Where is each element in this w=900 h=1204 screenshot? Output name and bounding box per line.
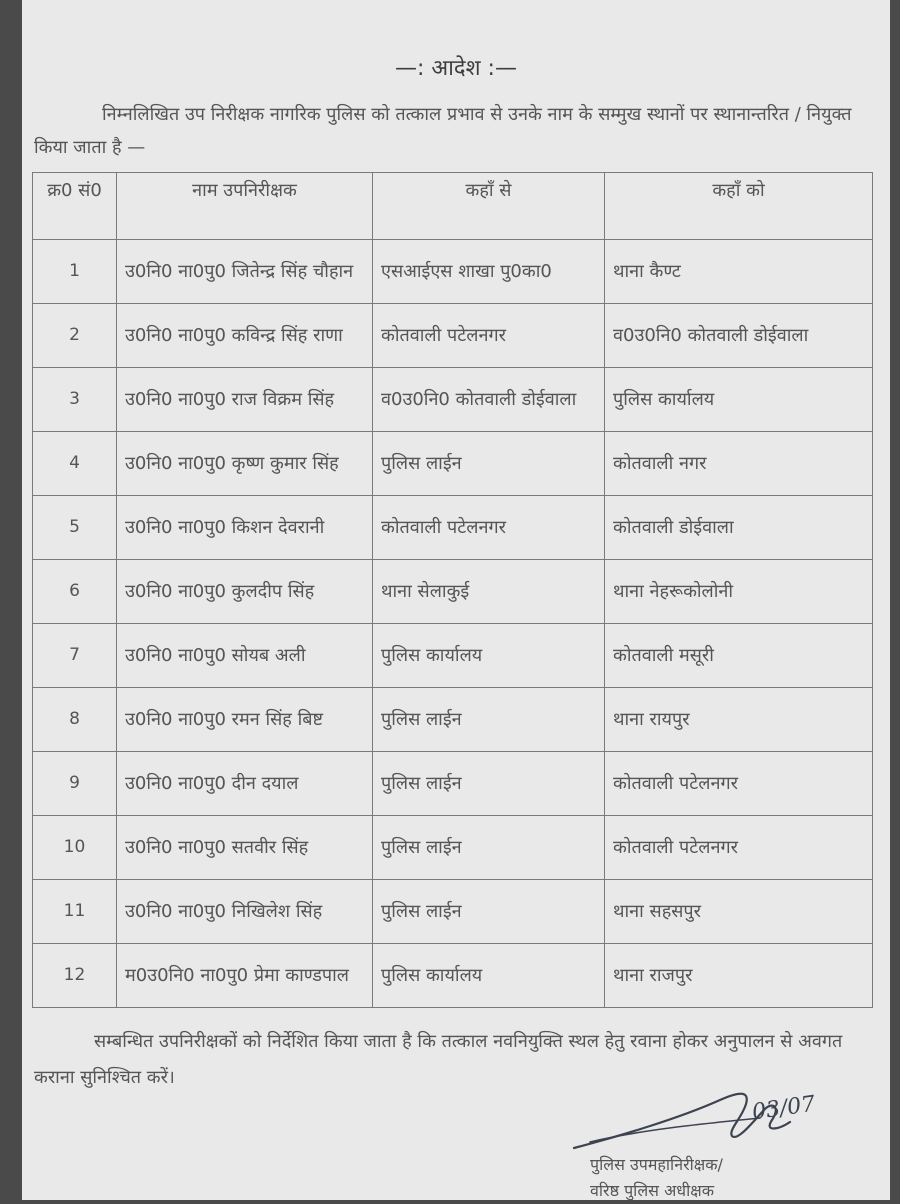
row-sno: 9	[33, 752, 117, 816]
closing-instruction: सम्बन्धित उपनिरीक्षकों को निर्देशित किया जाता है कि तत्काल नवनियुक्ति स्थल हेतु रवाना होकर अनुपालन से अवगत कराना सुनिश्चित करें।	[34, 1031, 843, 1088]
row-to: कोतवाली नगर	[605, 432, 873, 496]
table-row	[33, 304, 873, 368]
row-sno: 8	[33, 688, 117, 752]
row-to: पुलिस कार्यालय	[605, 368, 873, 432]
handwritten-signature	[560, 1078, 850, 1158]
row-name: उ0नि0 ना0पु0 रमन सिंह बिष्ट	[117, 688, 373, 752]
table-row	[33, 368, 873, 432]
table-row	[33, 560, 873, 624]
table-row	[33, 240, 873, 304]
table-row	[33, 496, 873, 560]
row-from: पुलिस लाईन	[373, 880, 605, 944]
table-row	[33, 880, 873, 944]
row-name: उ0नि0 ना0पु0 कुलदीप सिंह	[117, 560, 373, 624]
table-row	[33, 944, 873, 1008]
header-to: कहाँ को	[605, 173, 873, 240]
row-name: म0उ0नि0 ना0पु0 प्रेमा काण्डपाल	[117, 944, 373, 1008]
header-from: कहाँ से	[373, 173, 605, 240]
header-sno: क्र0 सं0	[33, 173, 117, 240]
row-to: थाना राजपुर	[605, 944, 873, 1008]
row-from: व0उ0नि0 कोतवाली डोईवाला	[373, 368, 605, 432]
row-from: पुलिस लाईन	[373, 752, 605, 816]
row-to: थाना रायपुर	[605, 688, 873, 752]
row-name: उ0नि0 ना0पु0 जितेन्द्र सिंह चौहान	[117, 240, 373, 304]
designation-line-2: वरिष्ठ पुलिस अधीक्षक	[590, 1181, 715, 1200]
order-document	[22, 0, 890, 1200]
row-to: कोतवाली पटेलनगर	[605, 816, 873, 880]
table-row	[33, 688, 873, 752]
row-sno: 1	[33, 240, 117, 304]
row-from: पुलिस लाईन	[373, 688, 605, 752]
row-sno: 12	[33, 944, 117, 1008]
row-name: उ0नि0 ना0पु0 निखिलेश सिंह	[117, 880, 373, 944]
row-sno: 7	[33, 624, 117, 688]
row-to: कोतवाली पटेलनगर	[605, 752, 873, 816]
row-to: थाना सहसपुर	[605, 880, 873, 944]
designation-line-1: पुलिस उपमहानिरीक्षक/	[590, 1155, 723, 1174]
row-to: कोतवाली डोईवाला	[605, 496, 873, 560]
row-sno: 11	[33, 880, 117, 944]
row-from: पुलिस कार्यालय	[373, 944, 605, 1008]
row-sno: 2	[33, 304, 117, 368]
signature-date: 03/07	[750, 1091, 817, 1126]
row-from: पुलिस लाईन	[373, 432, 605, 496]
row-from: एसआईएस शाखा पु0का0	[373, 240, 605, 304]
row-name: उ0नि0 ना0पु0 कविन्द्र सिंह राणा	[117, 304, 373, 368]
row-name: उ0नि0 ना0पु0 सतवीर सिंह	[117, 816, 373, 880]
row-from: कोतवाली पटेलनगर	[373, 496, 605, 560]
order-intro: निम्नलिखित उप निरीक्षक नागरिक पुलिस को तत्काल प्रभाव से उनके नाम के सम्मुख स्थानों पर स्थानान्तरित / नियुक्त किया जाता है —	[34, 104, 852, 158]
row-sno: 6	[33, 560, 117, 624]
row-sno: 4	[33, 432, 117, 496]
row-sno: 10	[33, 816, 117, 880]
row-from: कोतवाली पटेलनगर	[373, 304, 605, 368]
row-to: कोतवाली मसूरी	[605, 624, 873, 688]
row-sno: 3	[33, 368, 117, 432]
signatory-designation	[590, 1152, 850, 1204]
row-from: पुलिस लाईन	[373, 816, 605, 880]
table-row	[33, 752, 873, 816]
row-name: उ0नि0 ना0पु0 दीन दयाल	[117, 752, 373, 816]
row-name: उ0नि0 ना0पु0 राज विक्रम सिंह	[117, 368, 373, 432]
row-name: उ0नि0 ना0पु0 सोयब अली	[117, 624, 373, 688]
row-from: पुलिस कार्यालय	[373, 624, 605, 688]
order-title: —: आदेश :—	[395, 56, 517, 81]
transfer-table	[32, 172, 873, 1008]
table-row	[33, 624, 873, 688]
table-row	[33, 432, 873, 496]
table-header-row	[33, 173, 873, 240]
row-name: उ0नि0 ना0पु0 किशन देवरानी	[117, 496, 373, 560]
row-to: थाना नेहरूकोलोनी	[605, 560, 873, 624]
row-to: थाना कैण्ट	[605, 240, 873, 304]
row-from: थाना सेलाकुई	[373, 560, 605, 624]
row-name: उ0नि0 ना0पु0 कृष्ण कुमार सिंह	[117, 432, 373, 496]
row-to: व0उ0नि0 कोतवाली डोईवाला	[605, 304, 873, 368]
table-row	[33, 816, 873, 880]
header-name: नाम उपनिरीक्षक	[117, 173, 373, 240]
row-sno: 5	[33, 496, 117, 560]
